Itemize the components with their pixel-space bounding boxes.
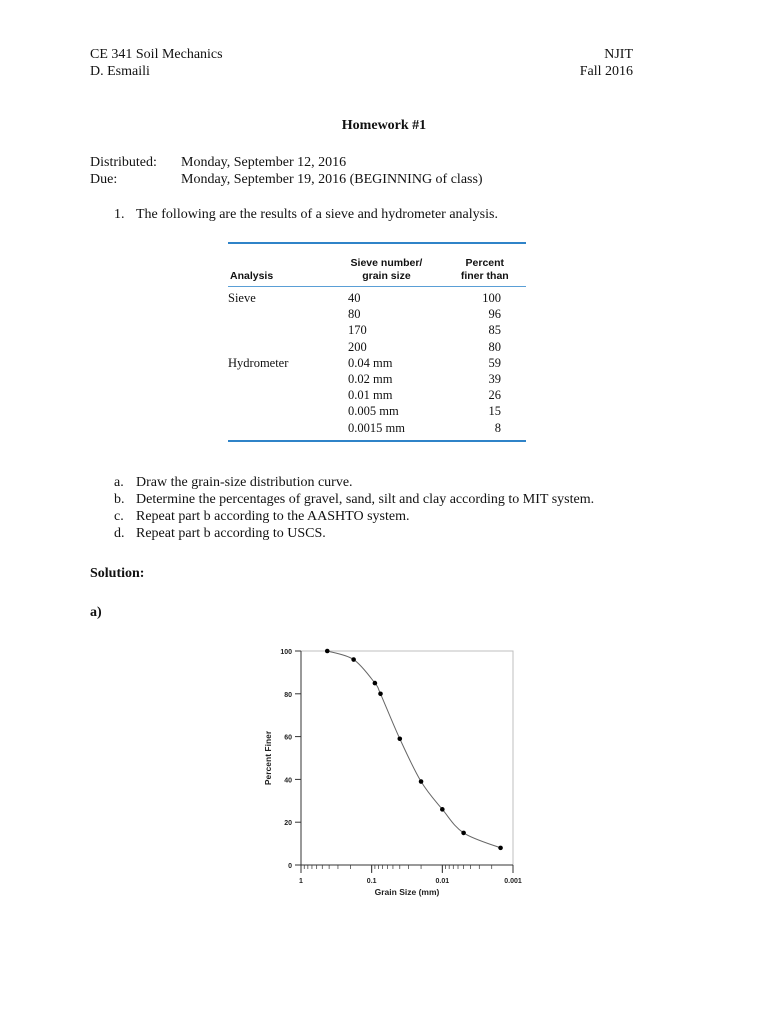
question-number: 1.: [114, 207, 125, 222]
header-percent-line1: Percent: [465, 257, 505, 269]
part-text: Repeat part b according to USCS.: [136, 526, 326, 541]
list-item: [114, 491, 594, 508]
cell-analysis: [228, 306, 328, 322]
header-sieve-line1: Sieve number/: [350, 257, 423, 269]
header-sieve: [329, 257, 443, 283]
table-row: [228, 306, 526, 322]
solution-heading: Solution:: [90, 566, 145, 581]
distributed-row: [90, 154, 483, 171]
distribution-curve: [327, 651, 500, 848]
school-header: [580, 46, 633, 80]
part-letter: c.: [114, 509, 124, 524]
due-value: Monday, September 19, 2016 (BEGINNING of class): [181, 172, 483, 187]
cell-analysis: Hydrometer: [228, 355, 289, 370]
part-a-heading: a): [90, 605, 102, 620]
table-row: [228, 420, 526, 436]
due-label: Due:: [90, 172, 118, 187]
table-row: [228, 387, 526, 403]
cell-size: 170: [348, 323, 367, 338]
part-text: Determine the percentages of gravel, sand, silt and clay according to MIT system.: [136, 492, 595, 507]
list-item: [114, 474, 594, 491]
table-row: [228, 290, 526, 306]
table-header: [228, 244, 526, 286]
cell-analysis: [228, 322, 328, 338]
cell-size: 200: [348, 339, 367, 354]
cell-percent: 96: [488, 307, 501, 322]
sieve-table: [228, 242, 526, 442]
data-point: [498, 846, 503, 851]
data-point: [378, 692, 383, 697]
table-row: [228, 403, 526, 419]
x-tick-label: 0.001: [504, 878, 522, 885]
x-tick-label: 0.1: [366, 878, 377, 885]
x-tick-label: 0.01: [435, 878, 450, 885]
table-row: [228, 322, 526, 338]
part-text: Repeat part b according to the AASHTO system.: [136, 509, 410, 524]
cell-size: 0.01 mm: [348, 388, 393, 403]
part-letter: a.: [114, 475, 124, 490]
question-parts: [114, 474, 594, 542]
header-percent-line2: finer than: [460, 270, 509, 282]
x-tick-label: 1: [299, 878, 303, 885]
data-point: [440, 807, 445, 812]
data-point: [351, 657, 356, 662]
page-title: Homework #1: [341, 118, 427, 133]
header-analysis: Analysis: [230, 270, 274, 282]
grain-size-chart: [255, 640, 535, 902]
cell-size: 0.005 mm: [348, 404, 399, 419]
table-bottom-rule: [228, 440, 526, 442]
cell-analysis: [228, 403, 328, 419]
header-sieve-line2: grain size: [362, 270, 411, 282]
data-point: [419, 779, 424, 784]
cell-size: 40: [348, 291, 361, 305]
cell-percent: 15: [488, 404, 501, 419]
cell-size: 0.0015 mm: [348, 420, 405, 435]
part-letter: b.: [114, 492, 125, 507]
part-text: Draw the grain-size distribution curve.: [136, 475, 353, 490]
due-row: [90, 171, 483, 188]
y-tick-label: 20: [284, 820, 292, 828]
part-letter: d.: [114, 526, 125, 541]
y-tick-label: 0: [288, 863, 292, 870]
y-tick-label: 60: [284, 734, 292, 742]
instructor-name: D. Esmaili: [90, 64, 150, 79]
cell-size: 0.02 mm: [348, 371, 393, 386]
cell-size: 0.04 mm: [348, 355, 393, 370]
course-name: CE 341 Soil Mechanics: [90, 47, 223, 62]
plot-frame: [301, 651, 513, 865]
header-percent: [444, 257, 526, 283]
table-row: [228, 371, 526, 387]
data-point: [461, 831, 466, 836]
cell-analysis: Sieve: [228, 291, 256, 305]
term: Fall 2016: [579, 64, 633, 79]
cell-analysis: [228, 420, 328, 436]
list-item: [114, 525, 594, 542]
distributed-value: Monday, September 12, 2016: [181, 155, 347, 170]
cell-percent: 8: [494, 420, 501, 435]
table-row: [228, 339, 526, 355]
data-point: [397, 736, 402, 741]
cell-percent: 85: [488, 323, 501, 338]
course-header: [90, 46, 223, 80]
y-tick-label: 100: [280, 649, 292, 656]
cell-analysis: [228, 339, 328, 355]
cell-analysis: [228, 371, 328, 387]
table-row: [228, 355, 526, 371]
cell-size: 80: [348, 307, 361, 322]
cell-percent: 59: [488, 355, 501, 370]
data-point: [325, 649, 330, 654]
table-body: [228, 287, 526, 436]
cell-percent: 80: [488, 339, 501, 354]
cell-analysis: [228, 387, 328, 403]
distributed-label: Distributed:: [90, 155, 157, 170]
cell-percent: 39: [488, 371, 501, 386]
cell-percent: 100: [482, 291, 501, 305]
x-axis-label: Grain Size (mm): [374, 887, 440, 897]
y-axis-label: Percent Finer: [263, 730, 273, 786]
y-tick-label: 40: [284, 777, 292, 785]
data-point: [373, 681, 378, 686]
list-item: [114, 508, 594, 525]
question-text: The following are the results of a sieve and hydrometer analysis.: [136, 207, 498, 222]
question-1: [114, 207, 498, 223]
cell-percent: 26: [488, 388, 501, 403]
y-tick-label: 80: [284, 691, 292, 699]
dates-block: [90, 154, 483, 188]
school-name: NJIT: [604, 47, 633, 62]
